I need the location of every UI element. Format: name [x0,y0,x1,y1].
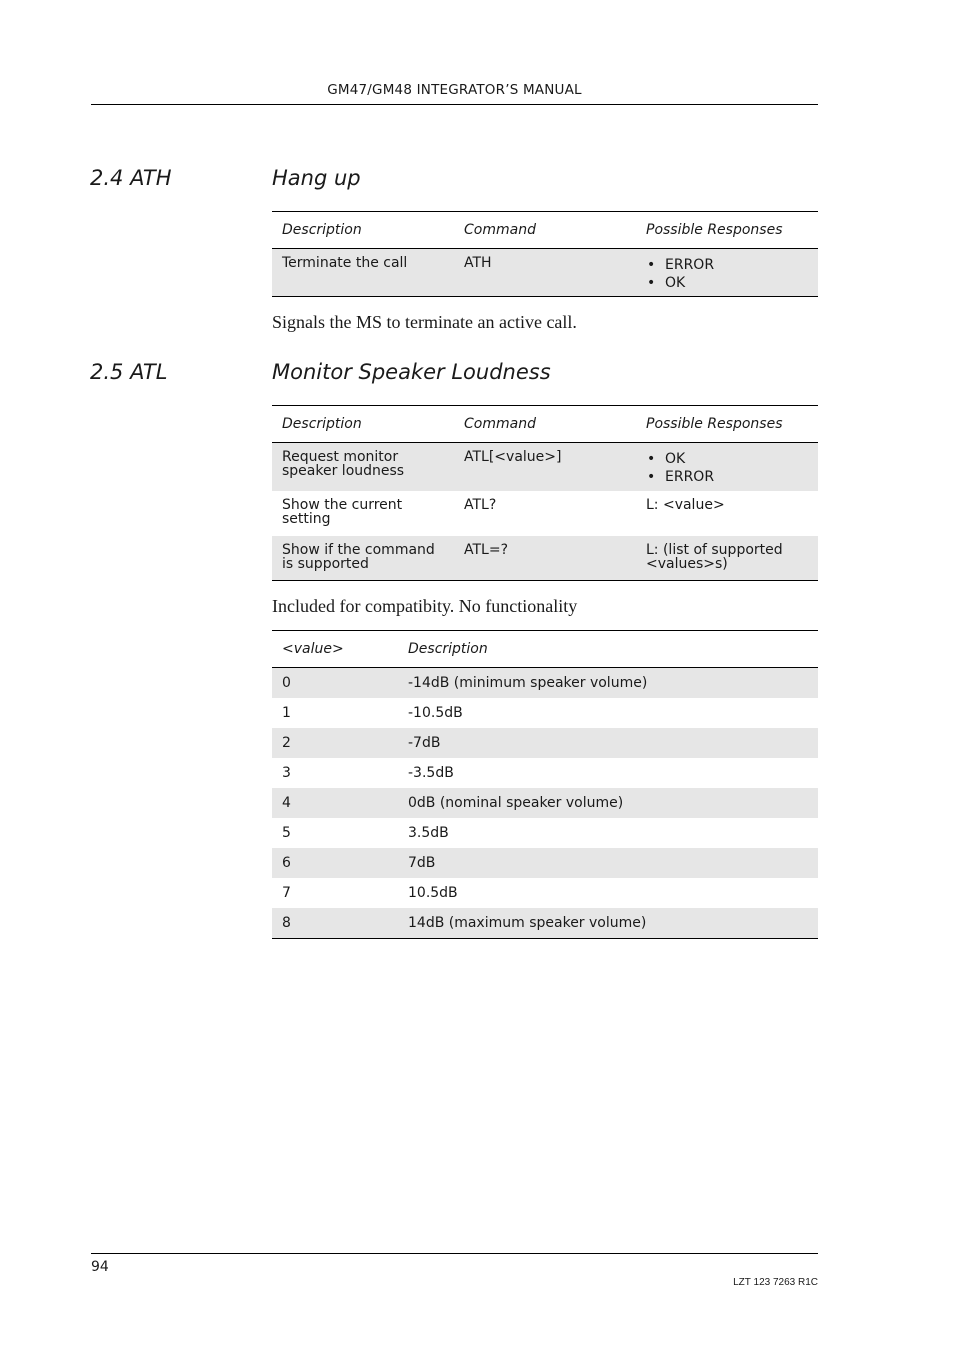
description-cell: -10.5dB [408,705,463,721]
table-row [272,848,818,878]
description-cell: 3.5dB [408,825,449,841]
section-title: Monitor Speaker Loudness [272,360,551,384]
value-cell: 6 [272,848,398,878]
header-title: GM47/GM48 INTEGRATOR’S MANUAL [327,82,582,98]
description-cell: 7dB [398,848,818,878]
value-cell: 5 [282,825,291,841]
value-cell: 0 [272,668,398,699]
responses-list [646,256,808,292]
command-cell: ATL[<value>] [454,443,636,491]
value-cell: 8 [272,908,398,939]
response-item: • OK [646,274,808,292]
table-row [272,668,818,699]
description-cell: Show if the command is supported [272,536,454,581]
table-row [272,788,818,818]
table-header-row [272,631,818,668]
response-item: • OK [646,450,808,468]
column-header: Possible Responses [636,406,818,443]
table-row [272,443,818,491]
description-cell: Terminate the call [272,249,454,297]
value-cell: 1 [282,705,291,721]
table-row [272,249,818,297]
command-cell: ATH [454,249,636,297]
value-table [272,630,818,939]
description-cell: Show the current setting [282,496,403,527]
description-cell: 0dB (nominal speaker volume) [398,788,818,818]
atl-table [272,405,818,581]
column-header: Possible Responses [636,212,818,249]
response-item: • ERROR [646,256,808,274]
table-row [272,908,818,939]
response-cell: L: <value> [646,496,725,513]
value-cell: 4 [272,788,398,818]
description-cell: Request monitor speaker loudness [272,443,454,491]
command-cell: ATL=? [454,536,636,581]
section-note: Signals the MS to terminate an active call. [272,312,577,332]
column-header: Description [398,631,818,668]
value-cell: 7 [282,885,291,901]
description-cell: 10.5dB [408,885,458,901]
section-number: 2.5 ATL [90,360,168,384]
document-id: LZT 123 7263 R1C [733,1277,818,1288]
page-number: 94 [91,1259,109,1275]
table-header-row [272,406,818,443]
column-header: Description [272,406,454,443]
table-row [272,536,818,581]
table-row [272,491,818,536]
column-header: Command [454,212,636,249]
responses-list [646,450,808,486]
response-item: • ERROR [646,468,808,486]
table-row [272,818,818,848]
table-row [272,758,818,788]
ath-table [272,211,818,297]
description-cell: 14dB (maximum speaker volume) [398,908,818,939]
section-number: 2.4 ATH [90,166,172,190]
command-cell: ATL? [464,496,497,513]
description-cell: -3.5dB [408,765,454,781]
value-cell: 3 [282,765,291,781]
response-cell: L: (list of supported <values>s) [636,536,818,581]
table-row [272,698,818,728]
value-cell: 2 [272,728,398,758]
table-row [272,728,818,758]
section-title: Hang up [272,166,361,190]
column-header: Command [454,406,636,443]
responses-cell [636,249,818,297]
description-cell: -14dB (minimum speaker volume) [398,668,818,699]
table-header-row [272,212,818,249]
header-rule [91,104,818,105]
table-row [272,878,818,908]
column-header: <value> [272,631,398,668]
footer-rule [91,1253,818,1254]
column-header: Description [272,212,454,249]
section-note: Included for compatibity. No functionality [272,596,578,616]
description-cell: -7dB [398,728,818,758]
responses-cell [636,443,818,491]
